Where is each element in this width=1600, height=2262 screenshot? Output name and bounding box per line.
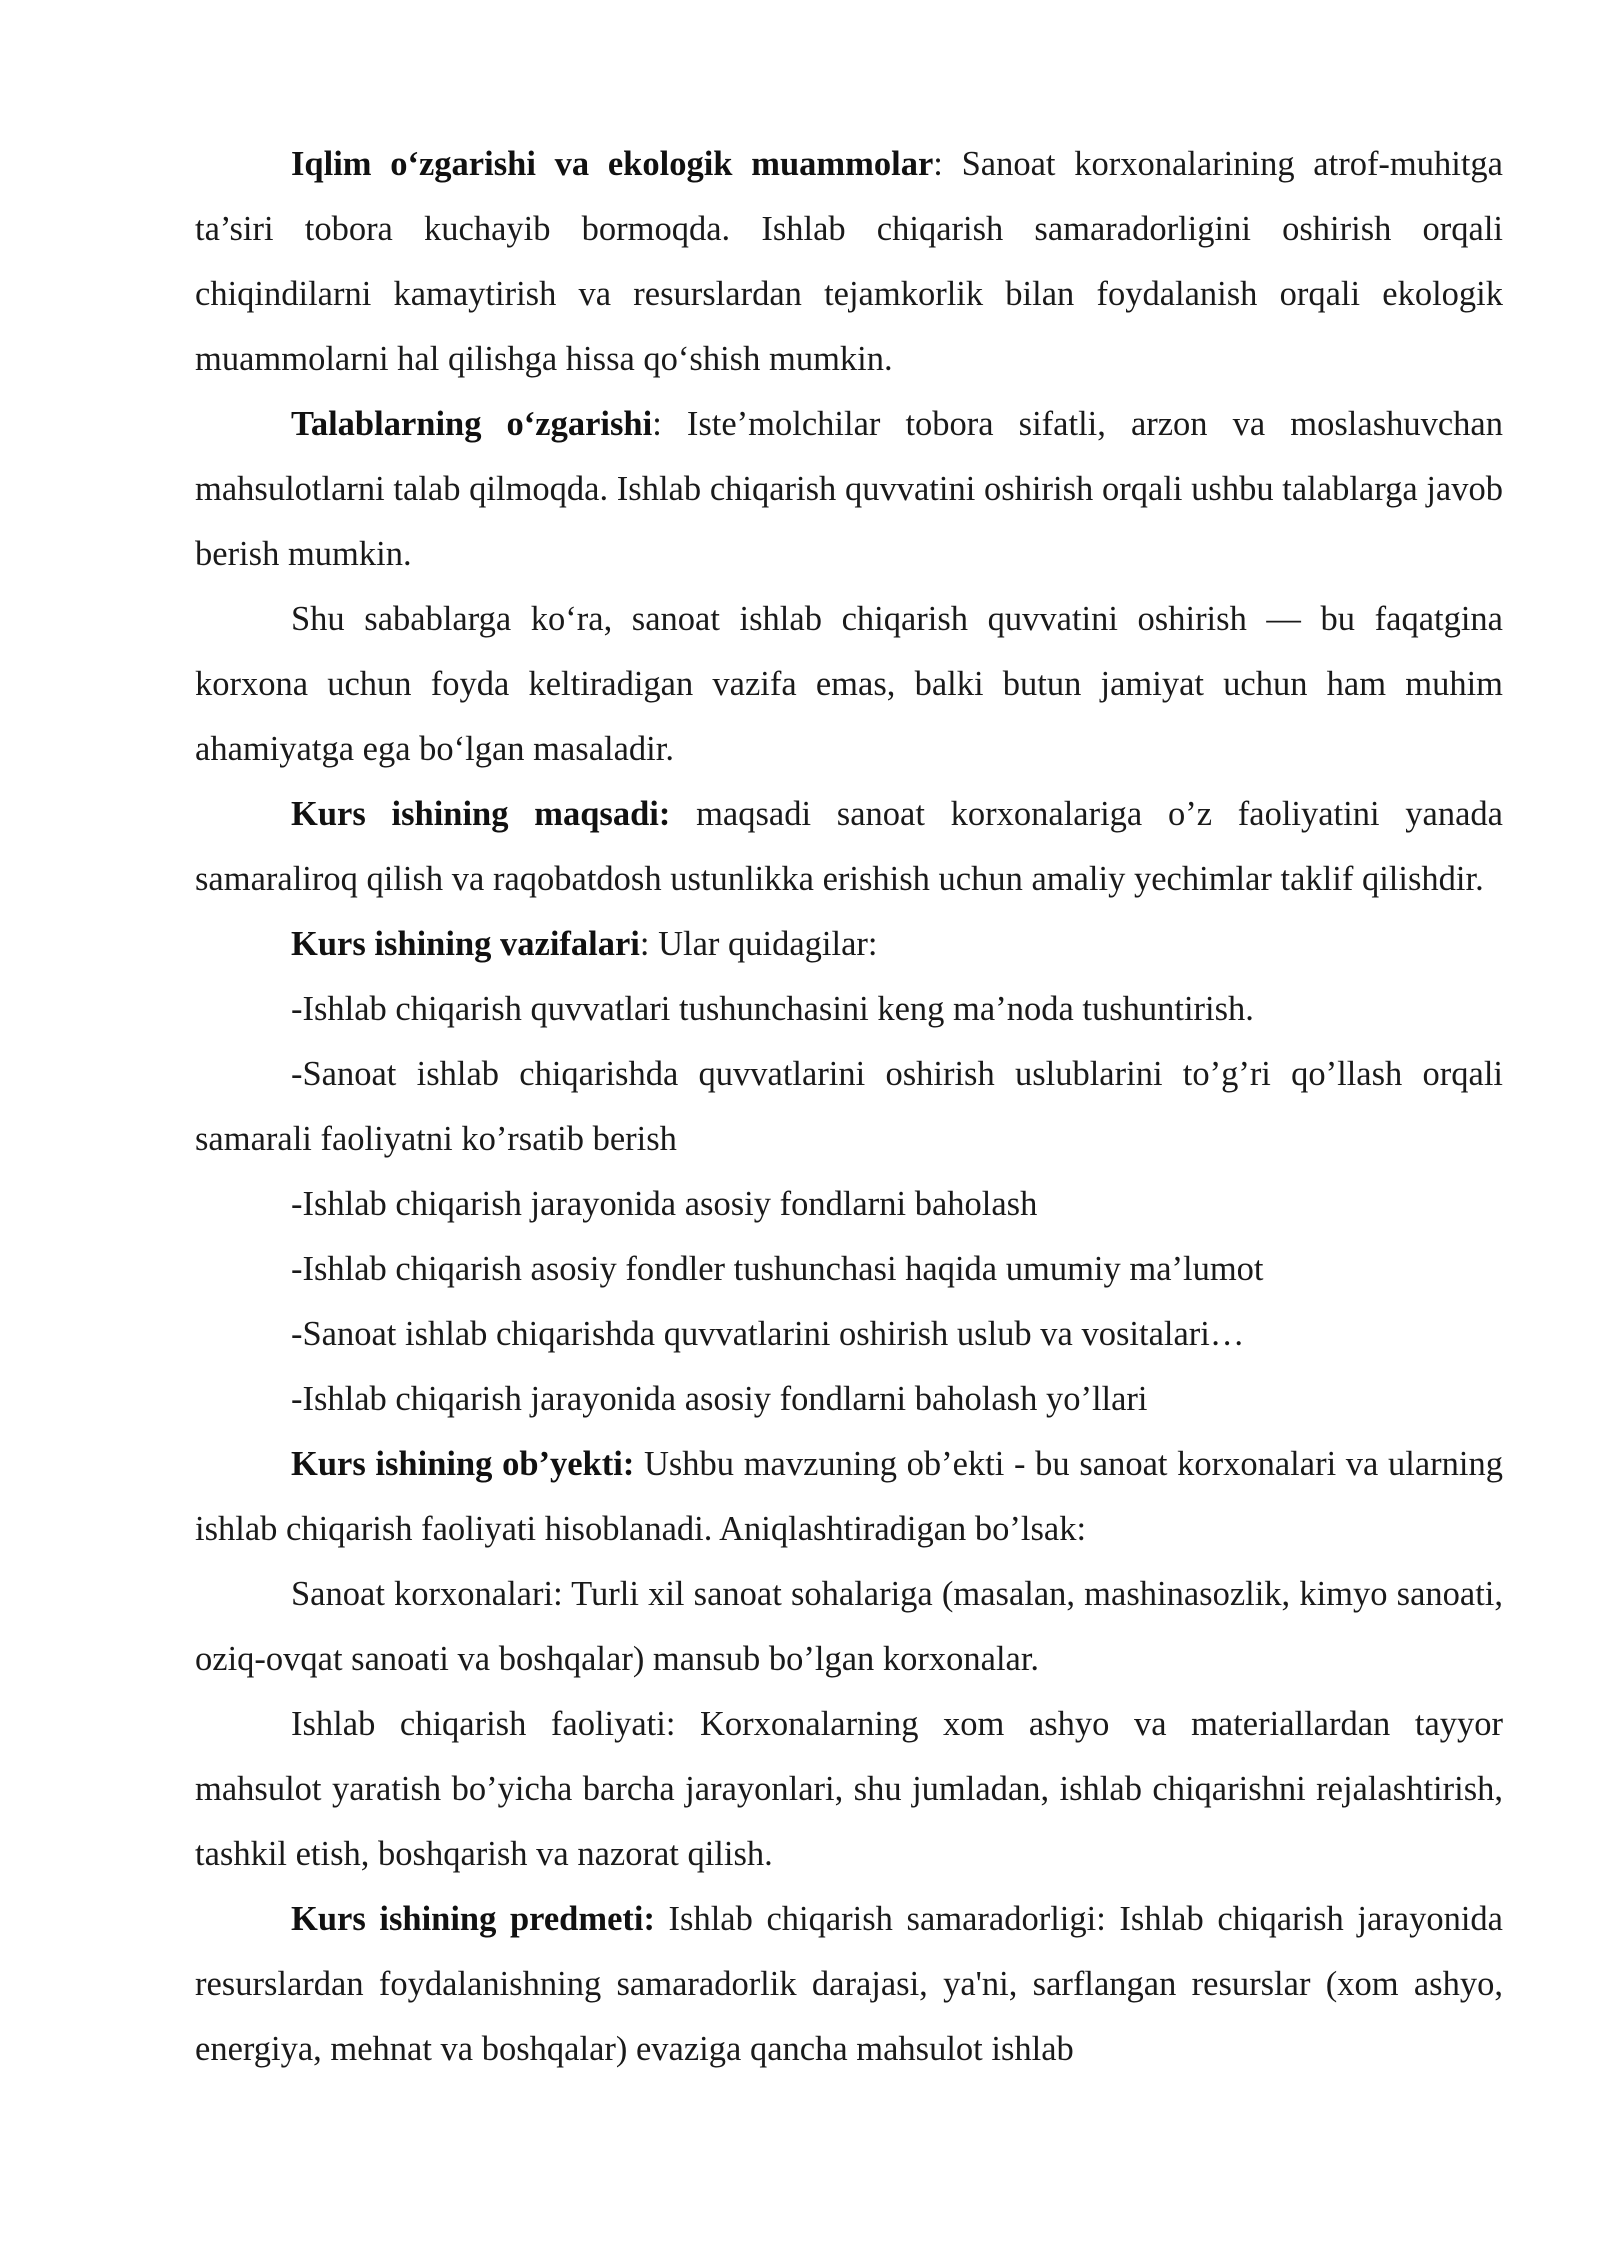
task-item-text: -Ishlab chiqarish quvvatlari tushunchasini keng ma’noda tushuntirish. [291, 990, 1254, 1028]
task-item [195, 1042, 1503, 1172]
task-item [195, 1237, 1503, 1302]
paragraph-conclusion [195, 587, 1503, 782]
paragraph-text: maqsadi sanoat korxonalariga o’z faoliyatini yanada samaraliroq qilish va raqobatdosh ustunlikka erishish uchun amaliy yechimlar taklif qilishdir. [195, 795, 1503, 898]
paragraph-text: Sanoat korxonalari: Turli xil sanoat sohalariga (masalan, mashinasozlik, kimyo sanoati, oziq-ovqat sanoati va boshqalar) mansub bo’lgan korxonalar. [195, 1575, 1503, 1678]
paragraph-text: : Iste’molchilar tobora sifatli, arzon va moslashuvchan mahsulotlarni talab qilmoqda. Ishlab chiqarish quvvatini oshirish orqali ushbu talablarga javob berish mumkin. [195, 405, 1503, 573]
document-page [195, 132, 1503, 2082]
paragraph-text: Ishlab chiqarish faoliyati: Korxonalarning xom ashyo va materiallardan tayyor mahsulot yaratish bo’yicha barcha jarayonlari, shu jumladan, ishlab chiqarishni rejalashtirish, tashkil etish, boshqarish va nazorat qilish. [195, 1705, 1503, 1873]
paragraph-course-object [195, 1432, 1503, 1562]
paragraph-industrial-enterprises [195, 1562, 1503, 1692]
heading-course-object: Kurs ishining ob’yekti: [291, 1445, 635, 1483]
heading-climate-change: Iqlim o‘zgarishi va ekologik muammolar [291, 145, 934, 183]
heading-course-goal: Kurs ishining maqsadi: [291, 795, 671, 833]
paragraph-course-tasks [195, 912, 1503, 977]
paragraph-text: : Ular quidagilar: [639, 925, 878, 963]
paragraph-text: Ishlab chiqarish samaradorligi: Ishlab chiqarish jarayonida resurslardan foydalanishning samaradorlik darajasi, ya'ni, sarflangan resurslar (xom ashyo, energiya, mehnat va boshqalar) evaziga qancha mahsulot ishlab [195, 1900, 1503, 2068]
heading-course-tasks: Kurs ishining vazifalari [291, 925, 640, 963]
task-item-text: -Ishlab chiqarish asosiy fondler tushunchasi haqida umumiy ma’lumot [291, 1250, 1264, 1288]
task-item-text: -Ishlab chiqarish jarayonida asosiy fondlarni baholash [291, 1185, 1038, 1223]
paragraph-production-activity [195, 1692, 1503, 1887]
paragraph-text: Shu sabablarga ko‘ra, sanoat ishlab chiqarish quvvatini oshirish — bu faqatgina korxona uchun foyda keltiradigan vazifa emas, balki butun jamiyat uchun ham muhim ahamiyatga ega bo‘lgan masaladir. [195, 600, 1503, 768]
paragraph-text: : Sanoat korxonalarining atrof-muhitga ta’siri tobora kuchayib bormoqda. Ishlab chiqarish samaradorligini oshirish orqali chiqindilarni kamaytirish va resurslardan tejamkorlik bilan foydalanish orqali ekologik muammolarni hal qilishga hissa qo‘shish mumkin. [195, 145, 1503, 378]
task-item-text: -Sanoat ishlab chiqarishda quvvatlarini oshirish uslublarini to’g’ri qo’llash orqali samarali faoliyatni ko’rsatib berish [195, 1055, 1503, 1158]
task-item-text: -Sanoat ishlab chiqarishda quvvatlarini oshirish uslub va vositalari… [291, 1315, 1245, 1353]
paragraph-text: Ushbu mavzuning ob’ekti - bu sanoat korxonalari va ularning ishlab chiqarish faoliyati hisoblanadi. Aniqlashtiradigan bo’lsak: [195, 1445, 1503, 1548]
task-item [195, 977, 1503, 1042]
task-item [195, 1302, 1503, 1367]
task-item [195, 1172, 1503, 1237]
paragraph-climate-change [195, 132, 1503, 392]
paragraph-course-subject [195, 1887, 1503, 2082]
heading-course-subject: Kurs ishining predmeti: [291, 1900, 655, 1938]
task-item [195, 1367, 1503, 1432]
task-item-text: -Ishlab chiqarish jarayonida asosiy fondlarni baholash yo’llari [291, 1380, 1148, 1418]
heading-demand-change: Talablarning o‘zgarishi [291, 405, 653, 443]
paragraph-course-goal [195, 782, 1503, 912]
paragraph-demand-change [195, 392, 1503, 587]
